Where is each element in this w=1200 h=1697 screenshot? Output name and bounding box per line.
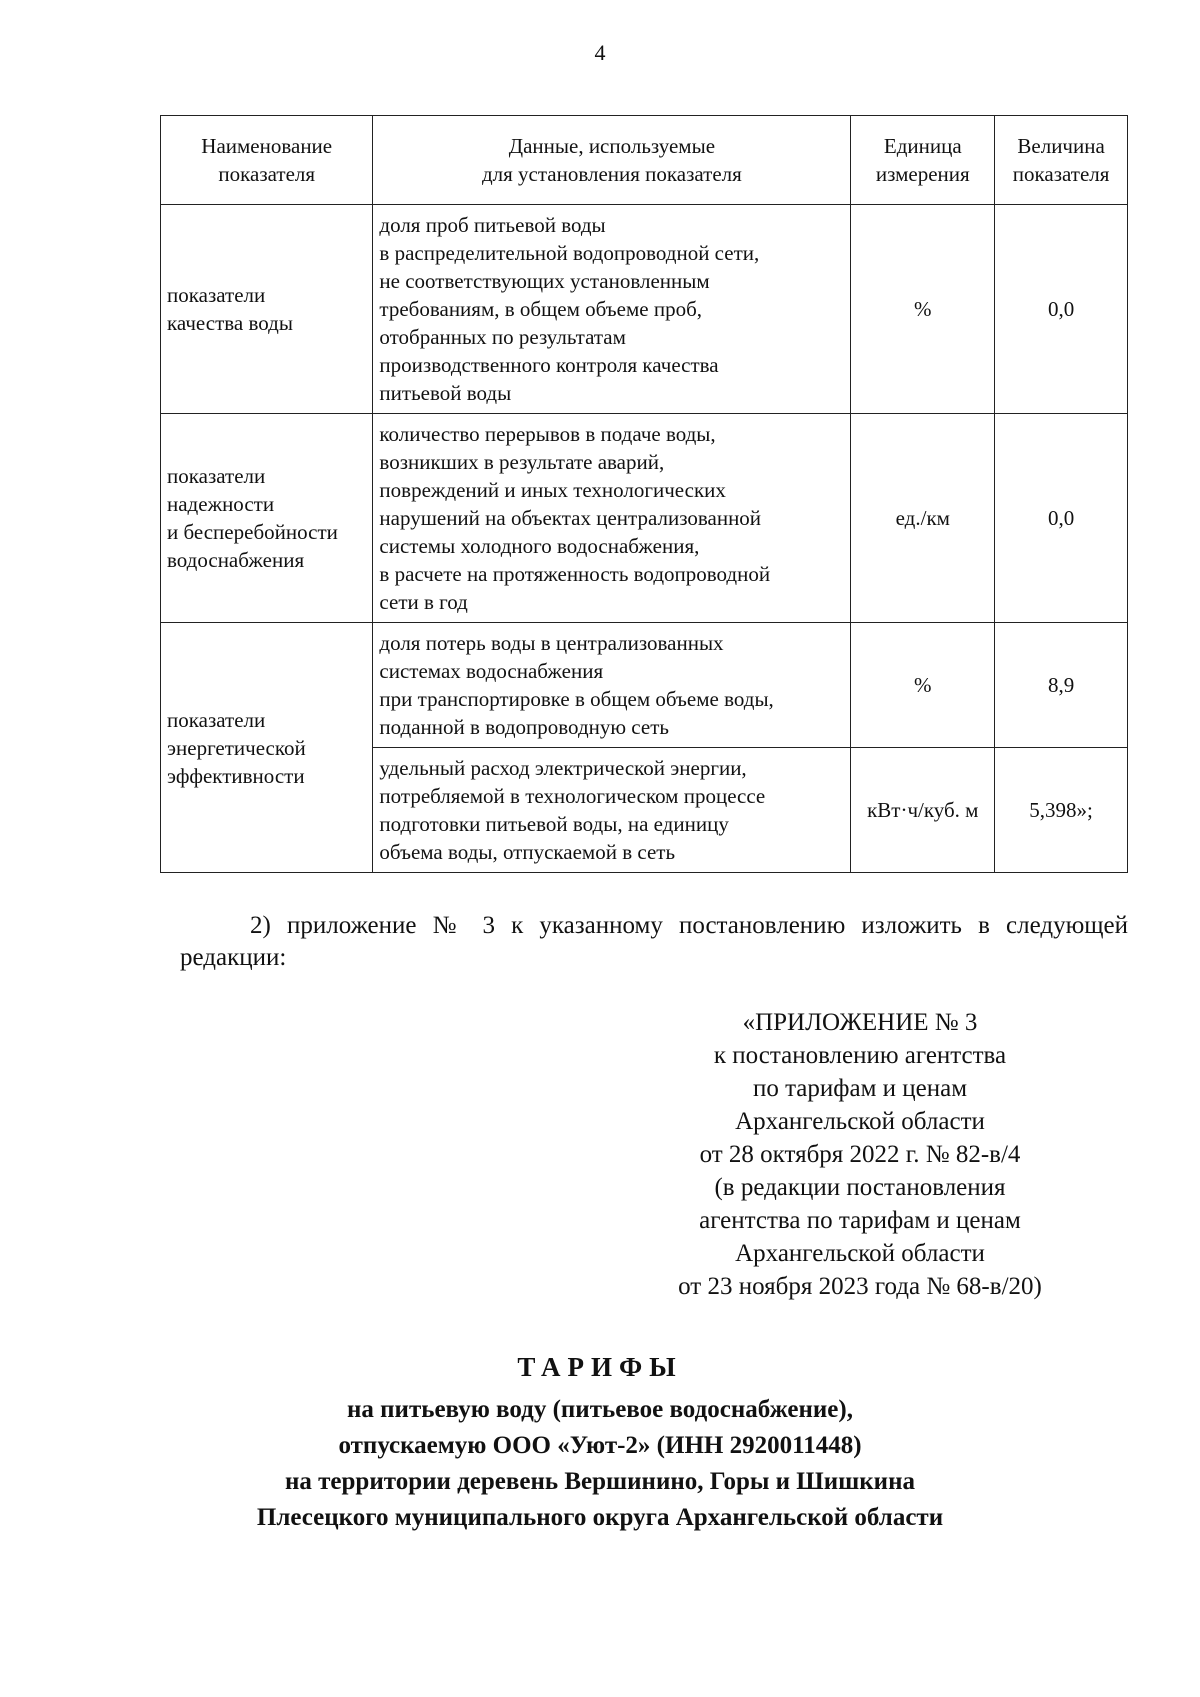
indicator-data-cell [373, 205, 851, 414]
text-line: эффективности [167, 763, 305, 788]
indicator-value-cell: 8,9 [995, 623, 1128, 748]
header-data-used [373, 116, 851, 205]
indicator-value-cell: 0,0 [995, 205, 1128, 414]
indicator-value-cell: 0,0 [995, 414, 1128, 623]
text-line: нарушений на объектах централизованной [379, 506, 762, 530]
indicators-table [160, 115, 1128, 873]
text-line: возникших в результате аварий, [379, 450, 665, 474]
header-indicator-name [161, 116, 373, 205]
appendix-header [600, 1006, 1120, 1303]
indicator-unit-cell: ед./км [851, 414, 995, 623]
text-line: производственного контроля качества [379, 353, 719, 377]
text-line: Величина [1017, 134, 1105, 158]
text-line: требованиям, в общем объеме проб, [379, 297, 702, 321]
indicator-unit-cell: кВт·ч/куб. м [851, 748, 995, 873]
text-line: питьевой воды [379, 381, 512, 405]
text-line: показатели [167, 464, 266, 488]
indicator-data-cell [373, 748, 851, 873]
text-line: Единица [883, 134, 962, 158]
indicator-name-cell [161, 414, 373, 623]
indicator-data-cell [373, 414, 851, 623]
text-line: системы холодного водоснабжения, [379, 534, 700, 558]
text-line: в распределительной водопроводной сети, [379, 241, 760, 265]
text-line: повреждений и иных технологических [379, 478, 726, 502]
table-row [161, 623, 1128, 748]
indicator-unit-cell: % [851, 205, 995, 414]
text-line: к постановлению агентства [713, 1042, 1007, 1069]
text-line: отобранных по результатам [379, 325, 626, 349]
text-line: в расчете на протяженность водопроводной [379, 562, 771, 586]
text-line: показатели [167, 283, 266, 307]
text-line: на территории деревень Вершинино, Горы и Шишкина [285, 1468, 915, 1495]
text-line: водоснабжения [167, 548, 305, 572]
text-line: показатели [167, 707, 266, 732]
text-line: для установления показателя [481, 162, 742, 186]
indicator-data-cell [373, 623, 851, 748]
text-line: от 28 октября 2022 г. № 82-в/4 [699, 1141, 1021, 1168]
text-line: «ПРИЛОЖЕНИЕ № 3 [742, 1009, 978, 1036]
text-line: системах водоснабжения [379, 659, 604, 683]
text-line: (в редакции постановления [714, 1174, 1006, 1201]
text-line: измерения [875, 162, 970, 186]
text-line: не соответствующих установленным [379, 269, 710, 293]
text-line: и бесперебойности [167, 520, 338, 544]
header-unit [851, 116, 995, 205]
indicator-name-cell [161, 205, 373, 414]
text-line: сети в год [379, 590, 468, 614]
text-line: Архангельской области [735, 1108, 985, 1135]
text-line: Данные, используемые [508, 134, 716, 158]
text-line: Плесецкого муниципального округа Архангельской области [256, 1504, 944, 1531]
text-line: отпускаемую ООО «Уют-2» (ИНН 2920011448) [338, 1432, 862, 1459]
text-line: энергетической [167, 735, 306, 760]
header-value [995, 116, 1128, 205]
text-line: показателя [1012, 162, 1110, 186]
text-line: Архангельской области [735, 1240, 985, 1267]
text-line: агентства по тарифам и ценам [699, 1207, 1021, 1234]
text-line: удельный расход электрической энергии, [379, 756, 747, 780]
text-line: от 23 ноября 2023 года № 68-в/20) [678, 1273, 1042, 1300]
amendment-paragraph: 2) приложение № 3 к указанному постановлению изложить в следующей редакции: [180, 912, 1128, 971]
table-header-row [161, 116, 1128, 205]
text-line: Наименование [201, 134, 333, 158]
text-line: на питьевую воду (питьевое водоснабжение), [347, 1396, 853, 1423]
text-line: доля проб питьевой воды [379, 213, 606, 237]
text-line: объема воды, отпускаемой в сеть [379, 840, 676, 864]
text-line: доля потерь воды в централизованных [379, 631, 724, 655]
text-line: надежности [167, 492, 275, 516]
text-line: поданной в водопроводную сеть [379, 715, 669, 739]
text-line: подготовки питьевой воды, на единицу [379, 812, 729, 836]
page-number: 4 [594, 40, 606, 65]
tariff-title: ТАРИФЫ [517, 1352, 683, 1382]
table-row [161, 205, 1128, 414]
indicator-unit-cell: % [851, 623, 995, 748]
indicator-name-cell [161, 623, 373, 873]
text-line: по тарифам и ценам [752, 1075, 968, 1102]
text-line: качества воды [167, 311, 293, 335]
table-row [161, 414, 1128, 623]
text-line: количество перерывов в подаче воды, [379, 422, 716, 446]
tariff-subtitle [0, 1392, 1200, 1536]
text-line: при транспортировке в общем объеме воды, [379, 687, 774, 711]
text-line: потребляемой в технологическом процессе [379, 784, 766, 808]
indicator-value-cell: 5,398»; [995, 748, 1128, 873]
text-line: показателя [218, 162, 316, 186]
